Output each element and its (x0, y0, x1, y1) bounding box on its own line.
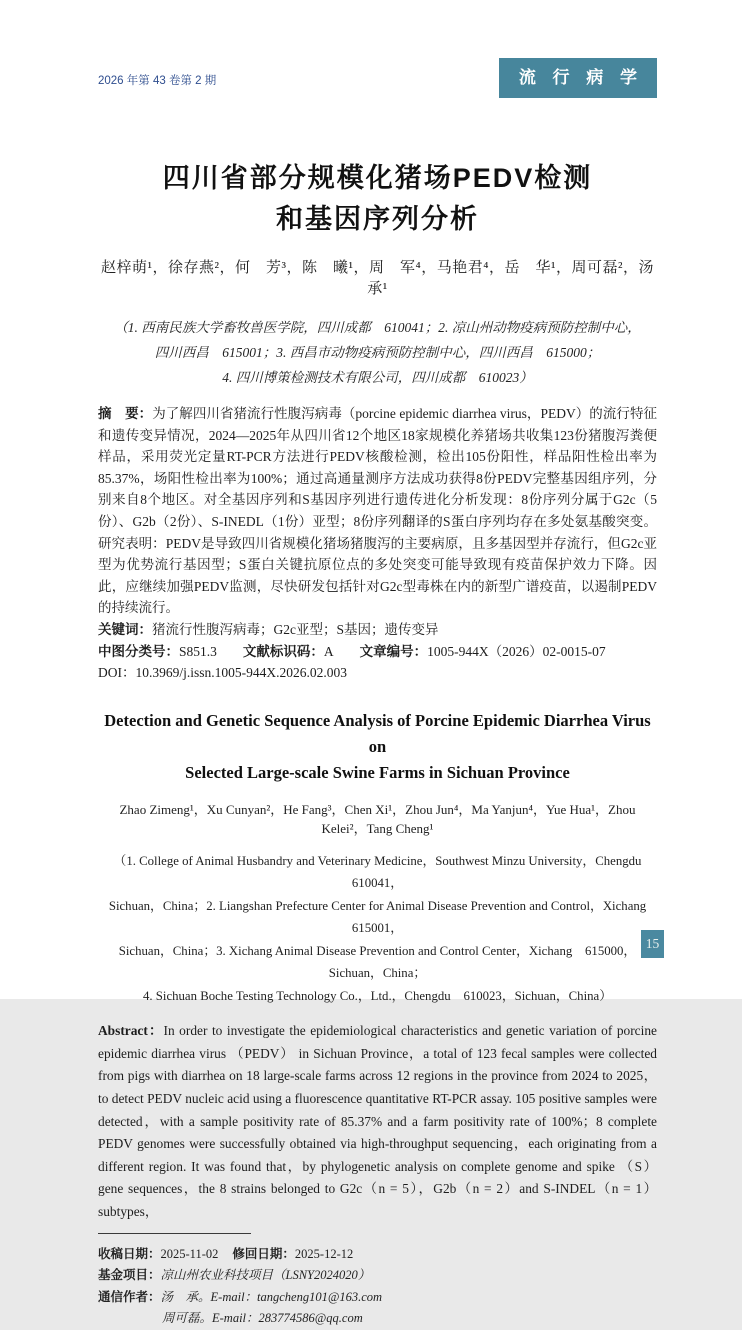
footnote-block (98, 1244, 657, 1330)
page-header (98, 58, 657, 98)
footnote-corresponding-row-2 (98, 1308, 657, 1330)
corresponding-author-label: 通信作者： (98, 1289, 161, 1304)
affiliation-cn-line: 四川西昌 615001；3. 西昌市动物疫病预防控制中心，四川西昌 615000； (154, 345, 601, 360)
footnote-fund-row (98, 1265, 657, 1287)
corresponding-author-1: 汤 承。E-mail：tangcheng101@163.com (160, 1289, 383, 1304)
revised-date-label: 修回日期： (232, 1246, 295, 1261)
footnote-divider (98, 1233, 251, 1234)
abstract-en-label: Abstract： (98, 1023, 164, 1039)
received-date-value: 2025-11-02 (160, 1246, 219, 1261)
affiliations-cn (98, 315, 657, 390)
corresponding-author-2: 周可磊。E-mail：283774586@qq.com (162, 1311, 363, 1326)
authors-cn: 赵梓萌¹，徐存燕²，何 芳³，陈 曦¹，周 军⁴，马艳君⁴，岳 华¹，周可磊²，汤 承¹ (101, 260, 670, 297)
doc-code-value: A (323, 643, 334, 659)
article-title-en-line1: Detection and Genetic Sequence Analysis of Porcine Epidemic Diarrhea Virus on (104, 710, 651, 756)
keywords-cn-text: 猪流行性腹泻病毒；G2c亚型；S基因；遗传变异 (152, 621, 439, 637)
article-no-value: 1005-944X（2026）02-0015-07 (427, 643, 606, 659)
keywords-cn (98, 619, 657, 641)
journal-issue-info: 2026 年第 43 卷第 2 期 (98, 75, 217, 87)
affiliation-en-line: 4. Sichuan Boche Testing Technology Co.，Ltd.，Chengdu 610023，Sichuan，China） (142, 988, 613, 1003)
article-title-cn (98, 158, 657, 240)
affiliation-en-line: Sichuan，China；3. Xichang Animal Disease Prevention and Control Center，Xichang 615000，Sichuan，China； (118, 943, 637, 981)
article-title-cn-line1: 四川省部分规模化猪场PEDV检测 (162, 163, 593, 193)
article-no-label: 文章编号： (359, 643, 428, 659)
page-number-badge: 15 (641, 930, 664, 958)
classification-row (98, 641, 657, 663)
authors-en: Zhao Zimeng¹，Xu Cunyan²，He Fang³，Chen Xi¹，Zhou Jun⁴，Ma Yanjun⁴，Yue Hua¹，Zhou Kelei²，Tang Cheng¹ (119, 801, 636, 836)
footnote-corresponding-row-1 (98, 1287, 657, 1309)
affiliation-en-line: （1. College of Animal Husbandry and Veterinary Medicine，Southwest Minzu University，Chengdu 610041， (113, 853, 655, 891)
abstract-cn (98, 403, 657, 619)
article-title-en-line2: Selected Large-scale Swine Farms in Sichuan Province (185, 762, 570, 782)
footnote-dates-row (98, 1244, 657, 1266)
abstract-cn-label: 摘 要： (98, 406, 153, 421)
doc-code-label: 文献标识码： (242, 643, 324, 659)
section-badge: 流 行 病 学 (499, 58, 657, 98)
keywords-cn-label: 关键词： (98, 621, 152, 637)
doi-line: DOI：10.3969/j.issn.1005-944X.2026.02.003 (98, 665, 347, 681)
affiliation-en-line: Sichuan，China；2. Liangshan Prefecture Center for Animal Disease Prevention and Control，Xichang 615001， (108, 898, 659, 936)
abstract-en-text: In order to investigate the epidemiological characteristics and genetic variation of porcine epidemic diarrhea virus （PEDV） in Sichuan Province，a total of 123 fecal samples were collected from pigs with diarrhea on 18 large-scale farms across 12 regions in the province from 2024 to 2025，to detect PEDV nucleic acid using a fluorescence quantitative RT-PCR assay. 105 positive samples were detected，with a sample positivity rate of 85.37% and a farm positivity rate of 100%；8 complete PEDV genomes were successfully obtained via high-throughput sequencing，each originating from a different region. It was found that，by phylogenetic analysis on complete genome and spike （S） gene sequences，the 8 strains belonged to G2c（n = 5），G2b（n = 2）and S-INDEL（n = 1）subtypes， (98, 1023, 657, 1219)
fund-project-value: 凉山州农业科技项目（LSNY2024020） (160, 1268, 371, 1283)
fund-project-label: 基金项目： (98, 1268, 161, 1283)
affiliation-cn-line: （1. 西南民族大学畜牧兽医学院，四川成都 610041；2. 凉山州动物疫病预防控制中心， (114, 320, 641, 335)
affiliations-en (98, 850, 657, 1008)
revised-date-value: 2025-12-12 (294, 1246, 354, 1261)
abstract-cn-block (98, 403, 657, 684)
abstract-en (98, 1020, 657, 1223)
article-title-cn-line2: 和基因序列分析 (276, 204, 479, 234)
received-date-label: 收稿日期： (98, 1246, 161, 1261)
article-title-en (98, 708, 657, 786)
clc-label: 中图分类号： (98, 643, 179, 659)
abstract-cn-text: 为了解四川省猪流行性腹泻病毒（porcine epidemic diarrhea virus，PEDV）的流行特征和遗传变异情况，2024—2025年从四川省12个地区18家规模化养猪场共收集123份猪腹泻粪便样品，采用荧光定量RT-PCR方法进行PEDV核酸检测，检出105份阳性，样品阳性检出率为85.37%，场阳性检出率为100%；通过高通量测序方法成功获得8份PEDV完整基因组序列，分别来自8个地区。对全基因序列和S基因序列进行遗传进化分析发现：8份序列分属于G2c（5份）、G2b（2份）、S-INEDL（1份）亚型；8份序列翻译的S蛋白序列均存在多处氨基酸突变。研究表明：PEDV是导致四川省规模化猪场猪腹泻的主要病原，且多基因型并存流行，但G2c亚型为优势流行基因型；S蛋白关键抗原位点的多处突变可能导致现有疫苗保护效力下降。因此，应继续加强PEDV监测，尽快研发包括针对G2c型毒株在内的新型广谱疫苗，以遏制PEDV的持续流行。 (98, 406, 658, 616)
affiliation-cn-line: 4. 四川博策检测技术有限公司，四川成都 610023） (222, 370, 533, 385)
clc-value: S851.3 (179, 643, 217, 659)
